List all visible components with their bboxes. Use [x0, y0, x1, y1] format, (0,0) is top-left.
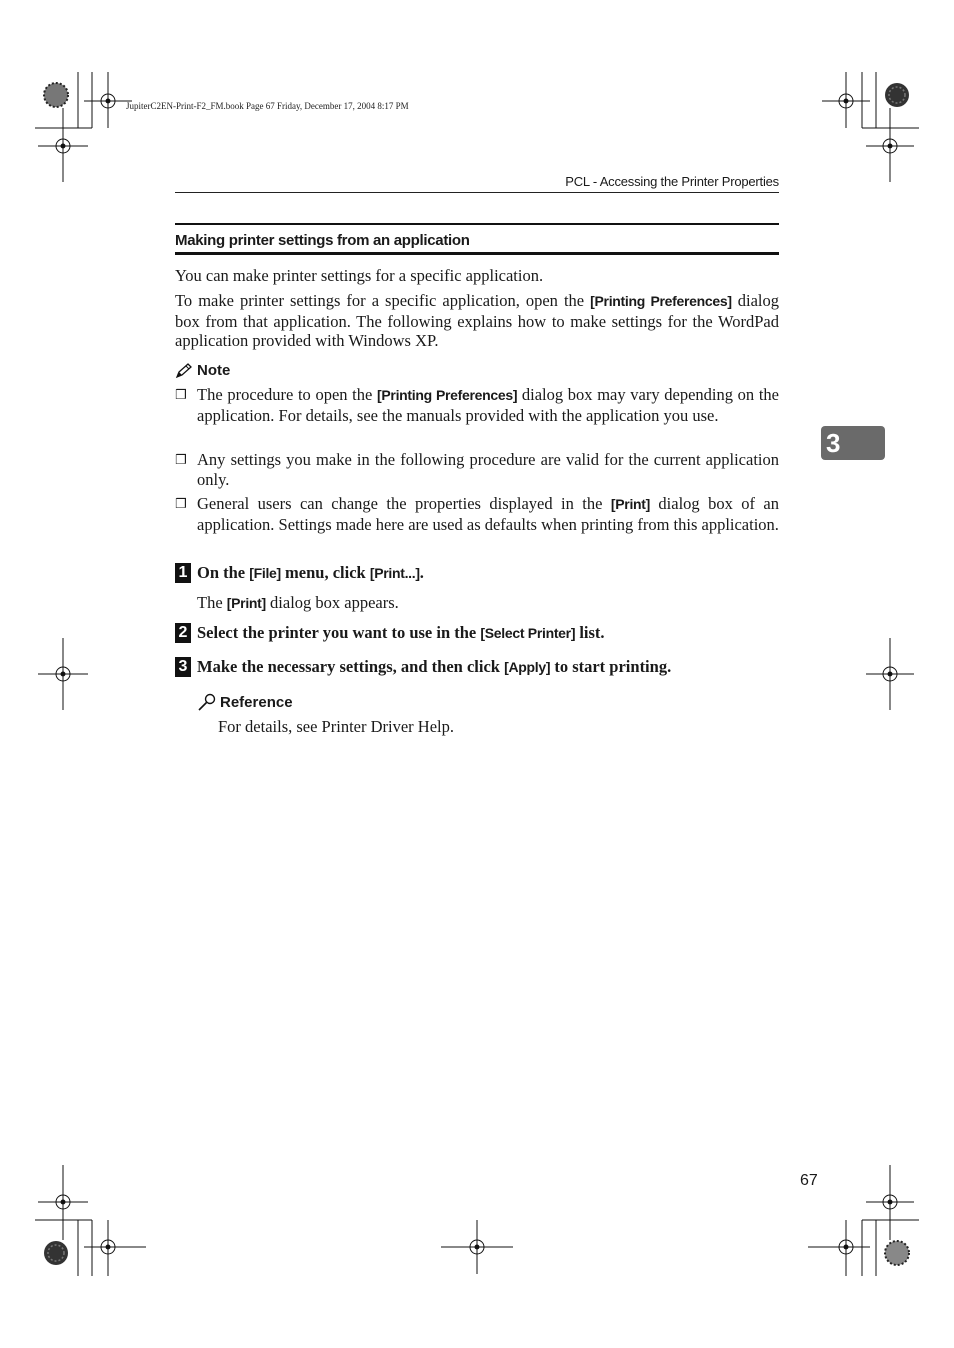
section-heading-title: Making printer settings from an application	[175, 232, 470, 249]
magnifier-icon	[197, 693, 217, 711]
section-heading	[175, 223, 779, 255]
checkbox-bullet-icon: ❒	[175, 388, 187, 403]
step-1-result: The [Print] dialog box appears.	[197, 593, 399, 612]
running-header-title: PCL - Accessing the Printer Properties	[565, 174, 779, 189]
checkbox-bullet-icon: ❒	[175, 453, 187, 468]
ui-label-printing-preferences: [Printing Preferences]	[590, 293, 732, 309]
note-heading	[175, 362, 230, 379]
step-number-badge: 3	[175, 657, 191, 677]
note-heading-label: Note	[197, 362, 231, 379]
step-number-badge: 2	[175, 623, 191, 643]
note-item: ❒ The procedure to open the [Printing Preferences] dialog box may vary depending on the application. For details, see the manuals provided with the application you use.	[175, 385, 779, 425]
note-item: ❒ Any settings you make in the following procedure are valid for the current application only.	[175, 450, 779, 489]
chapter-tab: 3	[821, 426, 885, 460]
page-number: 67	[800, 1172, 818, 1189]
reference-text: For details, see Printer Driver Help.	[218, 717, 454, 736]
step-3: 3 Make the necessary settings, and then click [Apply] to start printing.	[175, 657, 779, 677]
step-number-badge: 1	[175, 563, 191, 583]
pencil-icon	[175, 363, 193, 379]
running-header	[175, 172, 779, 193]
printer-meta-line: JupiterC2EN-Print-F2_FM.book Page 67 Friday, December 17, 2004 8:17 PM	[126, 101, 409, 111]
reference-heading-label: Reference	[220, 693, 293, 711]
intro-paragraph-1: You can make printer settings for a specific application.	[175, 266, 544, 285]
step-1: 1 On the [File] menu, click [Print...].	[175, 563, 779, 583]
note-item: ❒ General users can change the properties displayed in the [Print] dialog box of an application. Settings made here are used as defaults when printing from this application.	[175, 494, 780, 534]
intro-paragraph-2: To make printer settings for a specific application, open the [Printing Preferences] dialog box from that application. The following explains how to make settings for the WordPad application provided with Windows XP.	[175, 291, 779, 350]
checkbox-bullet-icon: ❒	[175, 497, 187, 512]
reference-heading	[197, 693, 293, 711]
step-2: 2 Select the printer you want to use in the [Select Printer] list.	[175, 623, 779, 643]
